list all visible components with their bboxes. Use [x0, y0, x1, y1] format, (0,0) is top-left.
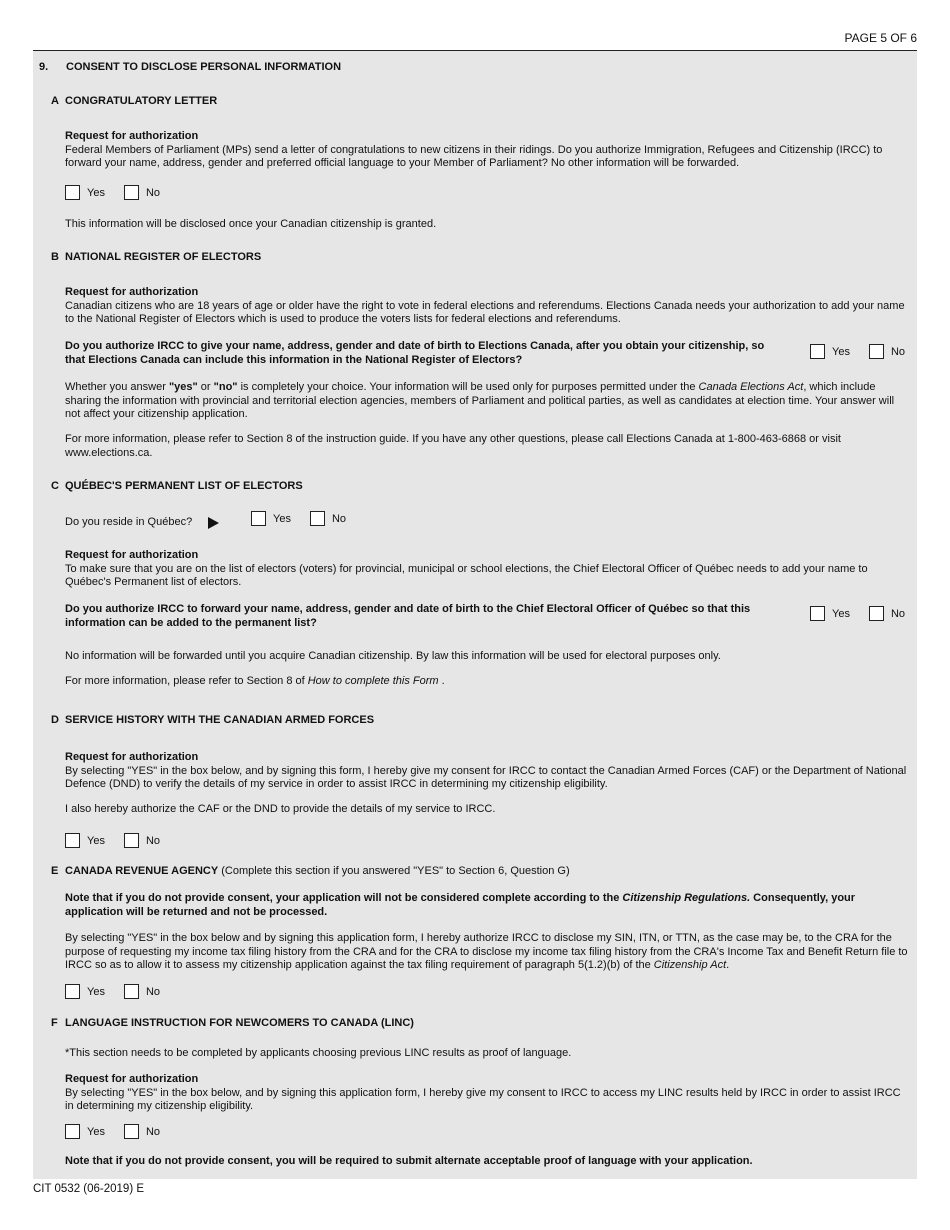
section-number: 9. [39, 61, 49, 73]
section-e-yes-checkbox[interactable] [65, 984, 80, 999]
section-c-request [65, 549, 910, 590]
page-number: PAGE 5 OF 6 [844, 31, 917, 45]
section-d-also-text: I also hereby authorize the CAF or the DND to provide the details of my service to IRCC. [65, 803, 496, 815]
section-e-choices [65, 984, 179, 999]
no-label: No [145, 186, 161, 199]
section-d-letter: D [51, 714, 59, 726]
section-f-request-text: By selecting "YES" in the box below, and by signing this application form, I hereby give my consent to IRCC to access my LINC results held by IRCC in order to assist IRCC in determining my citizenship eligibility. [65, 1086, 901, 1112]
section-c-reside-choices [251, 511, 365, 526]
no-label: No [890, 345, 906, 358]
section-9-panel [33, 51, 917, 1179]
section-b-question: Do you authorize IRCC to give your name, address, gender and date of birth to Elections Canada, after you obtain your citizenship, so that Elections Canada can include this information in the National Register of Electors? [65, 340, 765, 366]
section-f-title: LANGUAGE INSTRUCTION FOR NEWCOMERS TO CANADA (LINC) [65, 1017, 414, 1029]
section-f-yes-checkbox[interactable] [65, 1124, 80, 1139]
section-d-request-heading: Request for authorization [65, 751, 199, 763]
section-e-title: CANADA REVENUE AGENCY [65, 865, 219, 877]
section-d-no-checkbox[interactable] [124, 833, 139, 848]
section-e-letter: E [51, 865, 59, 877]
section-c-reside-yes-checkbox[interactable] [251, 511, 266, 526]
no-label: No [145, 834, 161, 847]
section-f-request-heading: Request for authorization [65, 1073, 199, 1085]
section-c-title: QUÉBEC'S PERMANENT LIST OF ELECTORS [65, 480, 303, 492]
arrow-right-icon [208, 514, 219, 532]
section-d-title: SERVICE HISTORY WITH THE CANADIAN ARMED FORCES [65, 714, 375, 726]
section-f-warning: Note that if you do not provide consent, you will be required to submit alternate acceptable proof of language with your application. [65, 1155, 753, 1167]
yes-label: Yes [87, 1125, 105, 1138]
section-f-choices [65, 1124, 179, 1139]
no-label: No [145, 1125, 161, 1138]
yes-label: Yes [832, 607, 850, 620]
section-e-title-note: (Complete this section if you answered "YES" to Section 6, Question G) [218, 865, 570, 877]
section-d-request-text: By selecting "YES" in the box below, and by signing this form, I hereby give my consent for IRCC to contact the Canadian Armed Forces (CAF) or the Department of National Defence (DND) to verify the details of my service in order to assist IRCC in determining my citizenship eligibility. [65, 764, 907, 790]
section-f-no-checkbox[interactable] [124, 1124, 139, 1139]
section-b-request-heading: Request for authorization [65, 286, 199, 298]
yes-label: Yes [87, 186, 105, 199]
section-c-request-heading: Request for authorization [65, 549, 199, 561]
section-a-letter: A [51, 95, 59, 107]
section-c-no-checkbox[interactable] [869, 606, 884, 621]
section-e-no-checkbox[interactable] [124, 984, 139, 999]
section-a-choices [65, 185, 179, 200]
section-a-request-heading: Request for authorization [65, 130, 199, 142]
section-a-no-checkbox[interactable] [124, 185, 139, 200]
section-f-letter: F [51, 1017, 58, 1029]
section-b-yes-checkbox[interactable] [810, 344, 825, 359]
yes-label: Yes [87, 834, 105, 847]
section-c-choices [810, 606, 905, 621]
section-a-title: CONGRATULATORY LETTER [65, 95, 218, 107]
section-b-more-info: For more information, please refer to Section 8 of the instruction guide. If you have any other questions, please call Elections Canada at 1-800-463-6868 or visit www.elections.ca. [65, 433, 841, 459]
section-c-yes-checkbox[interactable] [810, 606, 825, 621]
section-e-consent-text: By selecting "YES" in the box below and by signing this application form, I hereby authorize IRCC to disclose my SIN, ITN, or TTN, as the case may be, to the CRA for the purpose of requesting my income tax filing history from the CRA and for the CRA to disclose my income tax filing history from the CRA's Income Tax and Benefit Return file to IRCC so as to allow it to assess my citizenship application against the tax filing requirement of paragraph 5(1.2)(b) of the Citizenship Act. [65, 932, 908, 971]
section-a-yes-checkbox[interactable] [65, 185, 80, 200]
no-label: No [890, 607, 906, 620]
section-b-choices [810, 344, 905, 359]
section-title: CONSENT TO DISCLOSE PERSONAL INFORMATION [66, 61, 342, 73]
section-c-no-forward: No information will be forwarded until you acquire Canadian citizenship. By law this information will be used for electoral purposes only. [65, 650, 721, 662]
section-b-request [65, 286, 910, 327]
section-d-yes-checkbox[interactable] [65, 833, 80, 848]
section-e-heading [65, 865, 570, 879]
section-c-letter: C [51, 480, 59, 492]
section-b-request-text: Canadian citizens who are 18 years of age or older have the right to vote in federal elections and referendums. Elections Canada needs your authorization to add your name to the National Register of Electors which is used to produce the voters lists for federal elections and referendums. [65, 299, 905, 325]
section-b-no-checkbox[interactable] [869, 344, 884, 359]
no-label: No [331, 512, 347, 525]
section-d-request [65, 751, 910, 792]
section-e-warning: Note that if you do not provide consent, your application will not be considered complete according to the Citizenship Regulations. Consequently, your application will be returned and not be processed. [65, 892, 856, 918]
section-b-title: NATIONAL REGISTER OF ELECTORS [65, 251, 262, 263]
section-c-reside-question: Do you reside in Québec? [65, 516, 193, 528]
section-f-note: *This section needs to be completed by applicants choosing previous LINC results as proof of language. [65, 1047, 572, 1059]
section-c-request-text: To make sure that you are on the list of electors (voters) for provincial, municipal or school elections, the Chief Electoral Officer of Québec needs to add your name to Québec's Permanent list of electors. [65, 562, 868, 588]
section-f-request [65, 1073, 910, 1114]
section-a-request [65, 130, 910, 171]
section-c-more-info: For more information, please refer to Section 8 of How to complete this Form . [65, 675, 445, 687]
yes-label: Yes [832, 345, 850, 358]
yes-label: Yes [273, 512, 291, 525]
section-a-disclosure-note: This information will be disclosed once your Canadian citizenship is granted. [65, 218, 437, 230]
section-b-letter: B [51, 251, 59, 263]
section-c-reside-no-checkbox[interactable] [310, 511, 325, 526]
section-b-choice-text: Whether you answer "yes" or "no" is completely your choice. Your information will be used only for purposes permitted under the Canada Elections Act, which include sharing the information with provincial and territorial election agencies, members of Parliament and political parties, as well as candidates at election time. Your answer will not affect your citizenship application. [65, 381, 895, 420]
form-code: CIT 0532 (06-2019) E [33, 1183, 145, 1195]
section-a-request-text: Federal Members of Parliament (MPs) send a letter of congratulations to new citizens in their ridings. Do you authorize Immigration, Refugees and Citizenship (IRCC) to forward your name, address, gender and preferred official language to your Member of Parliament? No other information will be forwarded. [65, 143, 883, 169]
section-c-question: Do you authorize IRCC to forward your name, address, gender and date of birth to the Chief Electoral Officer of Québec so that this information can be added to the permanent list? [65, 603, 751, 629]
yes-label: Yes [87, 985, 105, 998]
section-d-choices [65, 833, 179, 848]
no-label: No [145, 985, 161, 998]
